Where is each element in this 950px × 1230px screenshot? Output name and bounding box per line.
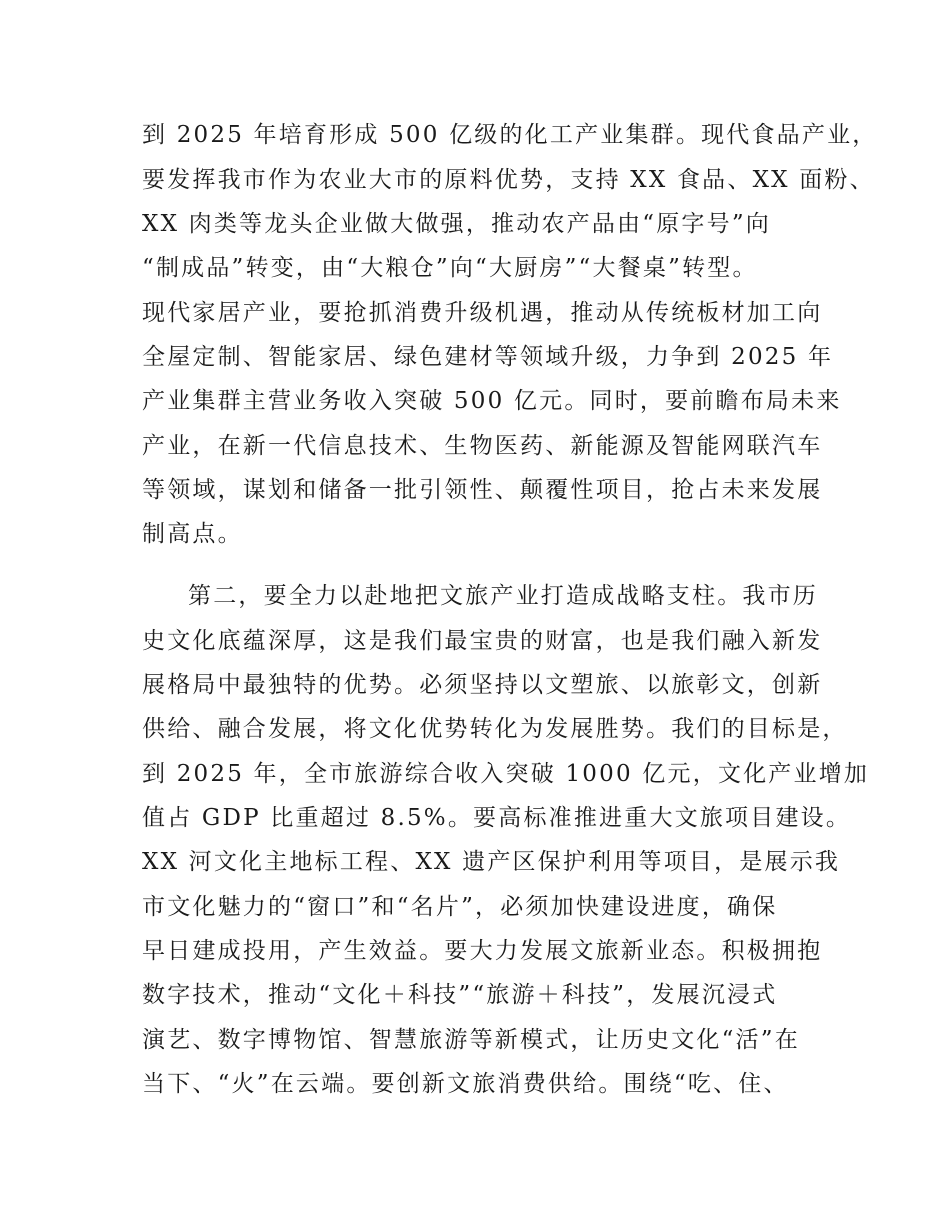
- text-line: 数字技术，推动“文化＋科技”“旅游＋科技”，发展沉浸式: [142, 982, 778, 1008]
- text-line: 到 2025 年培育形成 500 亿级的化工产业集群。现代食品产业，: [142, 122, 878, 148]
- text-line: 展格局中最独特的优势。必须坚持以文塑旅、以旅彰文，创新: [142, 672, 823, 698]
- text-line: 早日建成投用，产生效益。要大力发展文旅新业态。积极拥抱: [142, 938, 823, 964]
- text-line: 当下、“火”在云端。要创新文旅消费供给。围绕“吃、住、: [142, 1071, 789, 1097]
- text-line: 值占 GDP 比重超过 8.5%。要高标准推进重大文旅项目建设。: [142, 805, 852, 831]
- text-line: 产业集群主营业务收入突破 500 亿元。同时，要前瞻布局未来: [142, 388, 842, 414]
- text-line: 制高点。: [142, 521, 243, 547]
- text-line: 全屋定制、智能家居、绿色建材等领域升级，力争到 2025 年: [142, 344, 834, 370]
- text-line: 供给、融合发展，将文化优势转化为发展胜势。我们的目标是，: [142, 716, 848, 742]
- text-line: 到 2025 年，全市旅游综合收入突破 1000 亿元，文化产业增加: [142, 761, 870, 787]
- text-line: 现代家居产业，要抢抓消费升级机遇，推动从传统板材加工向: [142, 300, 823, 326]
- text-line: 史文化底蕴深厚，这是我们最宝贵的财富，也是我们融入新发: [142, 628, 823, 654]
- text-line: 产业，在新一代信息技术、生物医药、新能源及智能网联汽车: [142, 433, 823, 459]
- text-line: 演艺、数字博物馆、智慧旅游等新模式，让历史文化“活”在: [142, 1027, 800, 1053]
- paragraph-start-line: 第二，要全力以赴地把文旅产业打造成战略支柱。我市历: [188, 583, 818, 609]
- text-line: XX 肉类等龙头企业做大做强，推动农产品由“原字号”向: [142, 211, 771, 237]
- text-line: 市文化魅力的“窗口”和“名片”，必须加快建设进度，确保: [142, 894, 778, 920]
- text-line: 等领域，谋划和储备一批引领性、颠覆性项目，抢占未来发展: [142, 477, 823, 503]
- text-line: XX 河文化主地标工程、XX 遗产区保护利用等项目，是展示我: [142, 849, 841, 875]
- text-line: 要发挥我市作为农业大市的原料优势，支持 XX 食品、XX 面粉、: [142, 167, 875, 193]
- text-line: “制成品”转变，由“大粮仓”向“大厨房”“大餐桌”转型。: [142, 255, 758, 281]
